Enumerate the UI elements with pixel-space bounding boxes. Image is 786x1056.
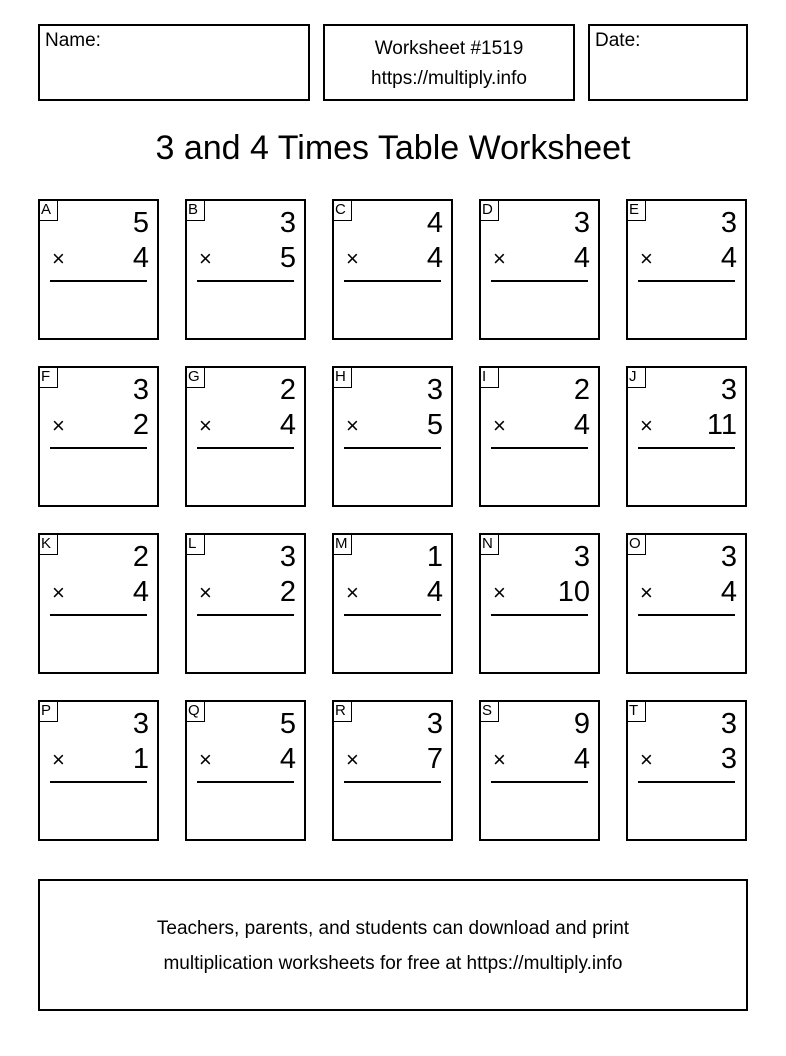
footer-line-1: Teachers, parents, and students can download and print <box>156 918 630 939</box>
answer-line <box>197 781 294 783</box>
multiplicand: 3 <box>720 541 737 573</box>
multiplier: 4 <box>573 242 590 274</box>
multiplier: 4 <box>426 576 443 608</box>
times-sign: × <box>52 580 65 605</box>
problem-g[interactable] <box>185 366 306 507</box>
multiplicand: 2 <box>132 541 149 573</box>
problem-letter: H <box>332 366 352 388</box>
multiplicand: 3 <box>279 207 296 239</box>
worksheet-number: Worksheet #1519 <box>374 38 524 59</box>
problem-c[interactable] <box>332 199 453 340</box>
times-sign: × <box>199 580 212 605</box>
answer-line <box>344 614 441 616</box>
page-title: 3 and 4 Times Table Worksheet <box>155 129 631 167</box>
times-sign: × <box>346 580 359 605</box>
problem-a[interactable] <box>38 199 159 340</box>
multiplicand: 3 <box>720 708 737 740</box>
times-sign: × <box>493 246 506 271</box>
problem-q[interactable] <box>185 700 306 841</box>
multiplier: 7 <box>426 743 443 775</box>
problem-letter: B <box>185 199 205 221</box>
problem-o[interactable] <box>626 533 747 674</box>
problem-l[interactable] <box>185 533 306 674</box>
problem-n[interactable] <box>479 533 600 674</box>
multiplicand: 3 <box>573 541 590 573</box>
answer-line <box>197 447 294 449</box>
problem-b[interactable] <box>185 199 306 340</box>
problem-letter: M <box>332 533 352 555</box>
multiplier: 4 <box>132 242 149 274</box>
problem-s[interactable] <box>479 700 600 841</box>
problem-letter: G <box>185 366 205 388</box>
answer-line <box>491 280 588 282</box>
times-sign: × <box>346 246 359 271</box>
multiplicand: 3 <box>573 207 590 239</box>
multiplier: 4 <box>426 242 443 274</box>
footer-box <box>38 879 748 1011</box>
problem-t[interactable] <box>626 700 747 841</box>
times-sign: × <box>640 246 653 271</box>
answer-line <box>197 280 294 282</box>
date-label: Date: <box>595 30 641 51</box>
times-sign: × <box>52 413 65 438</box>
times-sign: × <box>640 413 653 438</box>
multiplier: 3 <box>720 743 737 775</box>
multiplicand: 9 <box>573 708 590 740</box>
times-sign: × <box>52 747 65 772</box>
problem-letter: P <box>38 700 58 722</box>
answer-line <box>50 447 147 449</box>
multiplicand: 2 <box>279 374 296 406</box>
problem-r[interactable] <box>332 700 453 841</box>
multiplier: 5 <box>279 242 296 274</box>
multiplier: 2 <box>279 576 296 608</box>
problem-letter: L <box>185 533 205 555</box>
multiplicand: 1 <box>426 541 443 573</box>
multiplicand: 3 <box>426 374 443 406</box>
answer-line <box>638 280 735 282</box>
answer-line <box>50 280 147 282</box>
times-sign: × <box>640 580 653 605</box>
problem-letter: J <box>626 366 646 388</box>
problem-letter: E <box>626 199 646 221</box>
problem-letter: I <box>479 366 499 388</box>
multiplicand: 4 <box>426 207 443 239</box>
answer-line <box>344 280 441 282</box>
answer-line <box>638 781 735 783</box>
multiplier: 2 <box>132 409 149 441</box>
multiplier: 4 <box>573 409 590 441</box>
answer-line <box>197 614 294 616</box>
multiplier: 4 <box>720 242 737 274</box>
multiplicand: 3 <box>132 374 149 406</box>
problem-d[interactable] <box>479 199 600 340</box>
problem-k[interactable] <box>38 533 159 674</box>
problem-e[interactable] <box>626 199 747 340</box>
answer-line <box>491 447 588 449</box>
problem-letter: A <box>38 199 58 221</box>
answer-line <box>344 447 441 449</box>
problem-letter: R <box>332 700 352 722</box>
answer-line <box>491 781 588 783</box>
times-sign: × <box>640 747 653 772</box>
times-sign: × <box>199 413 212 438</box>
multiplier: 4 <box>720 576 737 608</box>
multiplier: 1 <box>132 743 149 775</box>
multiplier: 10 <box>557 576 590 608</box>
problem-letter: T <box>626 700 646 722</box>
answer-line <box>638 614 735 616</box>
problem-letter: Q <box>185 700 205 722</box>
name-label: Name: <box>45 30 101 51</box>
problem-letter: C <box>332 199 352 221</box>
problem-letter: K <box>38 533 58 555</box>
times-sign: × <box>493 580 506 605</box>
multiplier: 4 <box>132 576 149 608</box>
times-sign: × <box>199 747 212 772</box>
problem-letter: S <box>479 700 499 722</box>
multiplicand: 3 <box>279 541 296 573</box>
answer-line <box>344 781 441 783</box>
times-sign: × <box>493 747 506 772</box>
answer-line <box>50 781 147 783</box>
problem-j[interactable] <box>626 366 747 507</box>
multiplicand: 3 <box>426 708 443 740</box>
multiplier: 11 <box>706 409 737 441</box>
times-sign: × <box>199 246 212 271</box>
multiplicand: 5 <box>279 708 296 740</box>
footer-line-2: multiplication worksheets for free at https://multiply.info <box>163 953 623 974</box>
multiplier: 5 <box>426 409 443 441</box>
multiplicand: 2 <box>573 374 590 406</box>
problem-h[interactable] <box>332 366 453 507</box>
worksheet-url[interactable]: https://multiply.info <box>371 68 527 89</box>
problem-f[interactable] <box>38 366 159 507</box>
times-sign: × <box>346 413 359 438</box>
answer-line <box>50 614 147 616</box>
multiplier: 4 <box>279 743 296 775</box>
multiplicand: 3 <box>720 207 737 239</box>
problem-m[interactable] <box>332 533 453 674</box>
multiplicand: 5 <box>132 207 149 239</box>
times-sign: × <box>346 747 359 772</box>
problem-i[interactable] <box>479 366 600 507</box>
multiplicand: 3 <box>720 374 737 406</box>
times-sign: × <box>493 413 506 438</box>
multiplier: 4 <box>279 409 296 441</box>
answer-line <box>491 614 588 616</box>
problem-p[interactable] <box>38 700 159 841</box>
problem-letter: F <box>38 366 58 388</box>
problem-letter: D <box>479 199 499 221</box>
multiplicand: 3 <box>132 708 149 740</box>
problem-letter: N <box>479 533 499 555</box>
problem-letter: O <box>626 533 646 555</box>
answer-line <box>638 447 735 449</box>
times-sign: × <box>52 246 65 271</box>
multiplier: 4 <box>573 743 590 775</box>
